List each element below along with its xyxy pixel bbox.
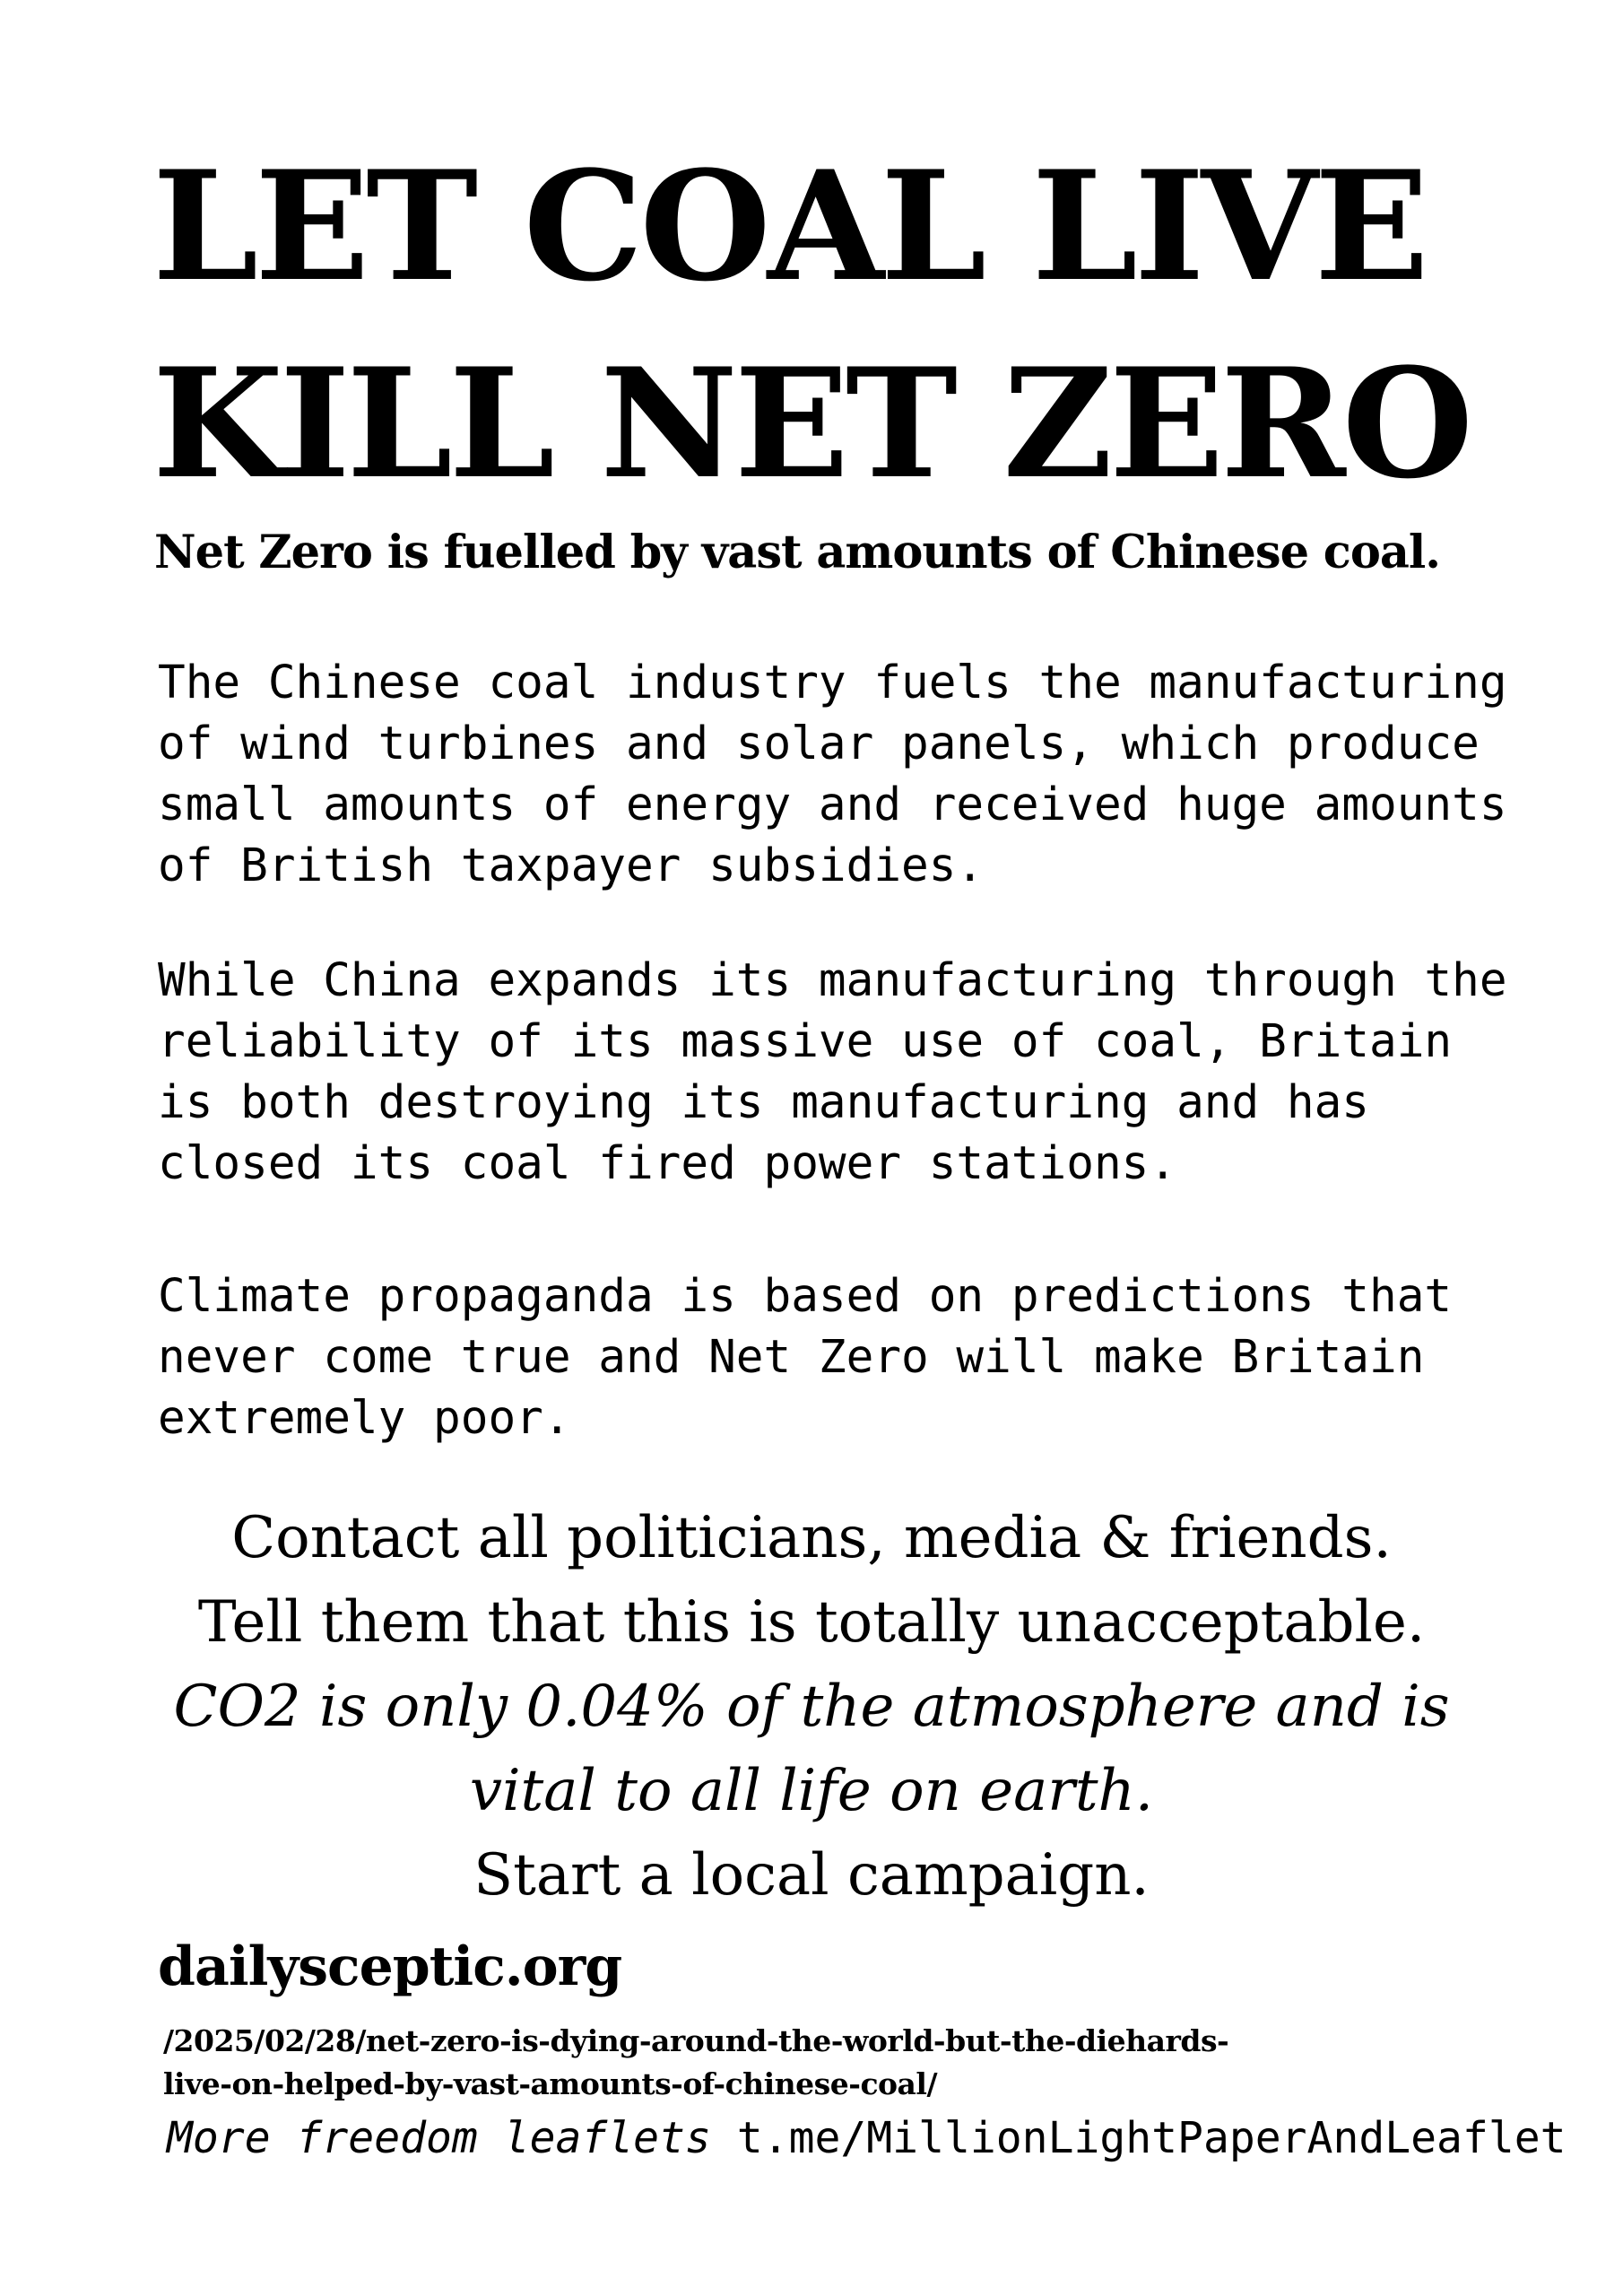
subheadline: Net Zero is fuelled by vast amounts of Chinese coal.: [154, 526, 1441, 579]
source-path: /2025/02/28/net-zero-is-dying-around-the-world-but-the-diehards- live-on-helped-by-vast-amounts-of-chinese-coal/: [163, 2023, 1229, 2101]
footer: [167, 2113, 1567, 2163]
cta-line-3: CO2 is only 0.04% of the atmosphere and is: [173, 1674, 1450, 1740]
cta-line-5: Start a local campaign.: [473, 1842, 1150, 1909]
body-paragraph-2: While China expands its manufacturing through the reliability of its massive use of coal, Britain is both destroying its manufacturing and has closed its coal fired power stations.: [158, 954, 1507, 1190]
source-site: dailysceptic.org: [158, 1935, 622, 1998]
body-paragraph-1: The Chinese coal industry fuels the manufacturing of wind turbines and solar panels, which produce small amounts of energy and received huge amounts of British taxpayer subsidies.: [158, 657, 1507, 892]
cta-line-1: Contact all politicians, media & friends.: [231, 1505, 1392, 1571]
headline-line-1: LET COAL LIVE: [152, 137, 1426, 315]
cta-line-2: Tell them that this is totally unacceptable.: [197, 1589, 1426, 1656]
footer-label: More freedom leaflets: [167, 2113, 711, 2163]
body-paragraph-3: Climate propaganda is based on predictions that never come true and Net Zero will make Britain extremely poor.: [158, 1270, 1453, 1445]
cta-line-4: vital to all life on earth.: [469, 1758, 1154, 1824]
call-to-action: [90, 1496, 1533, 1918]
headline-line-2: KILL NET ZERO: [152, 335, 1471, 512]
footer-link: t.me/MillionLightPaperAndLeaflet: [736, 2113, 1567, 2163]
